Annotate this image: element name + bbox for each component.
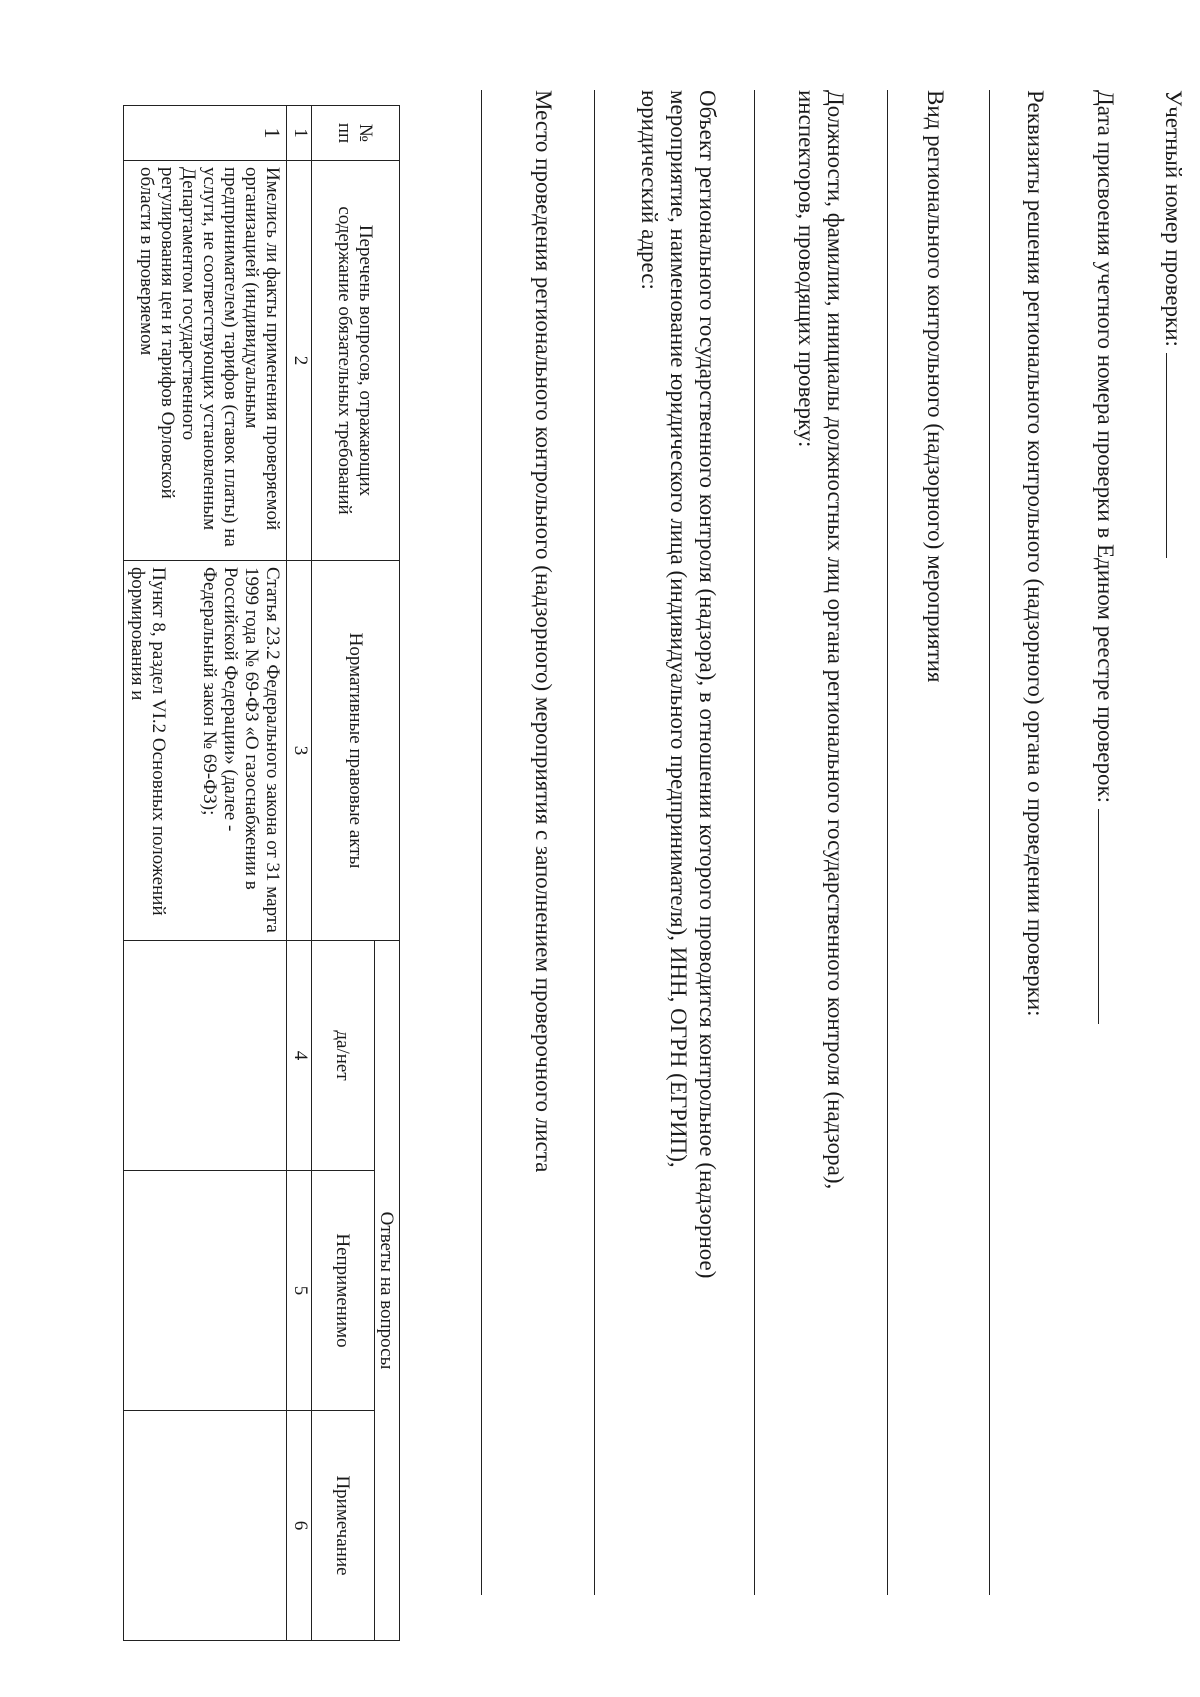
field-control-object-line-3: юридический адрес: — [637, 90, 662, 290]
column-number-5: 5 — [287, 1171, 312, 1411]
header-yes-no: да/нет — [312, 941, 375, 1171]
field-control-object — [635, 90, 722, 1278]
rule-inspectors — [754, 90, 755, 1595]
row-1-acts-part-2: Пункт 8, раздел VI.2 Основных положений формирования и — [127, 567, 169, 916]
column-number-3: 3 — [287, 561, 312, 941]
row-1-yes-no-cell[interactable] — [124, 941, 287, 1171]
header-num-line-2: пп — [334, 122, 356, 144]
header-questions — [312, 161, 400, 561]
field-decision-details — [1021, 90, 1050, 1017]
column-number-2: 2 — [287, 161, 312, 561]
field-inspectors-line-1: Должности, фамилии, инициалы должностных лиц органа регионального государственного контроля (надзора), — [823, 90, 848, 1190]
row-1-not-applicable-cell[interactable] — [124, 1171, 287, 1411]
column-number-6: 6 — [287, 1411, 312, 1641]
header-questions-line-1: Перечень вопросов, отражающих — [355, 224, 377, 497]
field-account-number-blank — [1166, 353, 1187, 558]
rule-control-object — [594, 90, 595, 1595]
rule-event-location — [481, 90, 482, 1595]
field-registry-date-label: Дата присвоения учетного номера проверки в Едином реестре проверок: — [1093, 90, 1118, 804]
field-registry-date — [1091, 90, 1120, 1024]
field-decision-details-label: Реквизиты решения регионального контрольного (надзорного) органа о проведении проверки: — [1023, 90, 1048, 1017]
table-column-numbers-row — [287, 106, 312, 1641]
row-1-question: Имелись ли факты применения проверяемой организацией (индивидуальным предпринимателем) тарифов (ставок платы) на услуги, не соответствующих установленным Департаментом государственного регулирования цен и тарифов Орловской области в проверяемом — [124, 161, 287, 561]
checklist-table — [123, 105, 400, 1641]
rule-decision-details — [989, 90, 990, 1595]
field-inspectors-line-2: инспекторов, проводящих проверку: — [794, 90, 819, 448]
header-note: Примечание — [312, 1411, 375, 1641]
header-not-applicable: Неприменимо — [312, 1171, 375, 1411]
field-account-number-label: Учетный номер проверки: — [1161, 90, 1186, 347]
field-event-location — [529, 90, 558, 1172]
header-acts: Нормативные правовые акты — [312, 561, 400, 941]
column-number-4: 4 — [287, 941, 312, 1171]
table-row — [124, 106, 287, 1641]
field-control-object-line-2: мероприятие, наименование юридического лица (индивидуального предпринимателя), ИНН, ОГРН (ЕГРИП), — [666, 90, 691, 1168]
field-account-number — [1159, 90, 1188, 558]
field-event-type-label: Вид регионального контрольного (надзорного) мероприятия — [923, 90, 948, 683]
field-inspectors — [792, 90, 850, 1189]
header-num — [312, 106, 400, 161]
table-header-row-1 — [375, 106, 400, 1641]
rule-event-type — [887, 90, 888, 1595]
row-1-num: 1 — [124, 106, 287, 161]
field-control-object-line-1: Объект регионального государственного контроля (надзора), в отношении которого проводится контрольное (надзорное) — [695, 90, 720, 1279]
row-1-acts — [124, 561, 287, 941]
row-1-note-cell[interactable] — [124, 1411, 287, 1641]
field-registry-date-blank — [1098, 809, 1119, 1024]
column-number-1: 1 — [287, 106, 312, 161]
header-answers-group: Ответы на вопросы — [375, 941, 400, 1641]
row-1-acts-part-1: Статья 23.2 Федерального закона от 31 марта 1999 года № 69-ФЗ «О газоснабжении в Российской Федерации» (далее - Федеральный закон № 69-ФЗ); — [199, 567, 283, 933]
header-questions-line-2: содержание обязательных требований — [334, 206, 356, 515]
field-event-type — [921, 90, 950, 682]
header-num-line-1: № — [355, 123, 377, 143]
field-event-location-label: Место проведения регионального контрольного (надзорного) мероприятия с заполнением проверочного листа — [531, 90, 556, 1173]
